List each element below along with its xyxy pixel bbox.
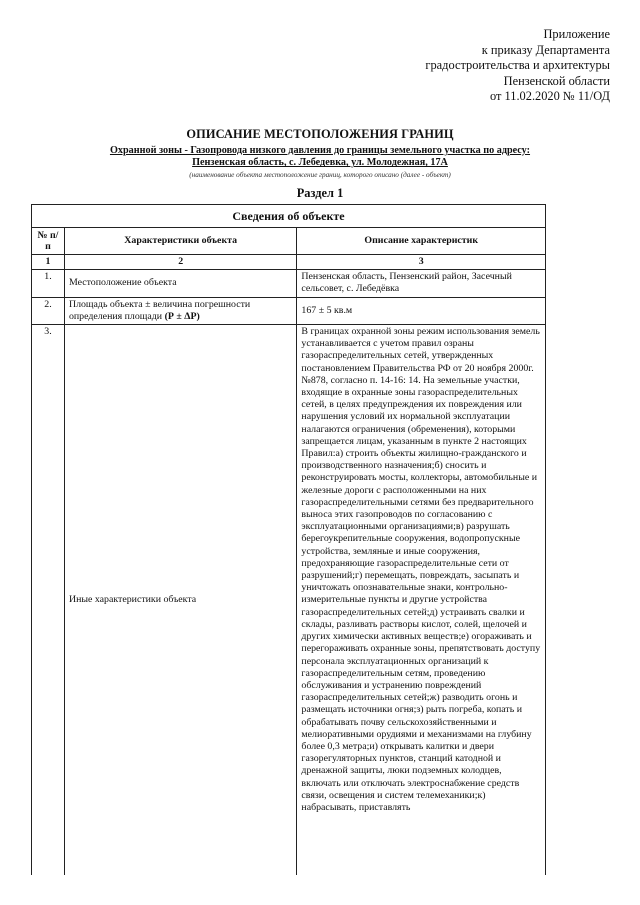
row-number: 3.: [32, 325, 65, 876]
row-description: 167 ± 5 кв.м: [297, 297, 546, 324]
table-index-row: [32, 255, 546, 270]
row-characteristic: Местоположение объекта: [64, 270, 296, 297]
col-header-description: Описание характеристик: [297, 228, 546, 255]
row-characteristic: Иные характеристики объекта: [64, 325, 296, 876]
appendix-header: [350, 27, 610, 105]
col-index: 1: [32, 255, 65, 270]
appendix-line: Приложение: [543, 27, 610, 41]
row-description: В границах охранной зоны режим использования земель устанавливается с учетом правил озраны газораспределительных сетей, утвержденных постановлением Правительства РФ от 20 ноября 2000г. №878, согласно п. 14-16: 14. На земельные участки, входящие в охранные зоны газораспределительных сетей, в целях предупреждения их повреждения или нарушения условий их нормальной эксплуатации налагаются ограничения (обременения), которыми запрещается лицам, указанным в пункте 2 настоящих Правил:а) строить объекты жилищно-гражданского и производственного назначения;б) сносить и реконструировать мосты, коллекторы, автомобильные и железные дороги с расположенными на них газораспределительными сетями без предварительного выноса этих газопроводов по согласованию с эксплуатационными организациями;в) разрушать берегоукрепительные сооружения, водопропускные устройства, земляные и иные сооружения, предохраняющие газораспределительные сети от разрушений;г) перемещать, повреждать, засыпать и уничтожать опознавательные знаки, контрольно-измерительные пункты и другие устройства газораспределительных сетей;д) устраивать свалки и склады, разливать растворы кислот, солей, щелочей и других химически активных веществ;е) огораживать и перегораживать охранные зоны, препятствовать доступу персонала эксплуатационных организаций к газораспределительным сетям, проведению обслуживания и устранению повреждений газораспределительных сетей;ж) разводить огонь и размещать источники огня;з) рыть погреба, копать и обрабатывать почву сельскохозяйственными и мелиоративными орудиями и механизмами на глубину более 0,3 метра;и) открывать калитки и двери газорегуляторных пунктов, станций катодной и дренажной защиты, люки подземных колодцев, включать или отключать электроснабжение средств связи, освещения и систем телемеханики;к) набрасывать, приставлять: [297, 325, 546, 876]
row-characteristic: [64, 297, 296, 324]
object-subject-line1: Охранной зоны - Газопровода низкого давления до границы земельного участка по адресу:: [109, 145, 531, 156]
table-heading: Сведения об объекте: [32, 205, 546, 228]
col-index: 3: [297, 255, 546, 270]
appendix-line: градостроительства и архитектуры: [425, 58, 610, 73]
object-caption: (наименование объекта местоположение границ, которого описано (далее - объект): [189, 171, 451, 179]
col-index: 2: [64, 255, 296, 270]
row-number: 1.: [32, 270, 65, 297]
table-heading-row: [32, 205, 546, 228]
row-number: 2.: [32, 297, 65, 324]
section-title: Раздел 1: [296, 186, 344, 200]
col-header-characteristic: Характеристики объекта: [64, 228, 296, 255]
object-subject-line2: Пензенская область, с. Лебедевка, ул. Молодежная, 17А: [192, 157, 448, 169]
row-characteristic-formula: (Р ± ΔР): [164, 310, 200, 322]
row-description: Пензенская область, Пензенский район, Засечный сельсовет, с. Лебедёвка: [297, 270, 546, 297]
appendix-order-line: от 11.02.2020 № 11/ОД: [489, 89, 610, 104]
object-info-table: [31, 204, 546, 875]
table-row: [32, 270, 546, 297]
table-row: [32, 325, 546, 876]
object-subject: [0, 145, 640, 170]
table-header-row: [32, 228, 546, 255]
appendix-line: Пензенской области: [503, 73, 610, 88]
document-title: ОПИСАНИЕ МЕСТОПОЛОЖЕНИЯ ГРАНИЦ: [186, 127, 454, 141]
appendix-line: к приказу Департамента: [481, 42, 610, 57]
table-row: [32, 297, 546, 324]
row-characteristic-text: Площадь объекта ± величина погрешности определения площади: [68, 298, 251, 322]
col-header-num: № п/п: [32, 228, 65, 255]
